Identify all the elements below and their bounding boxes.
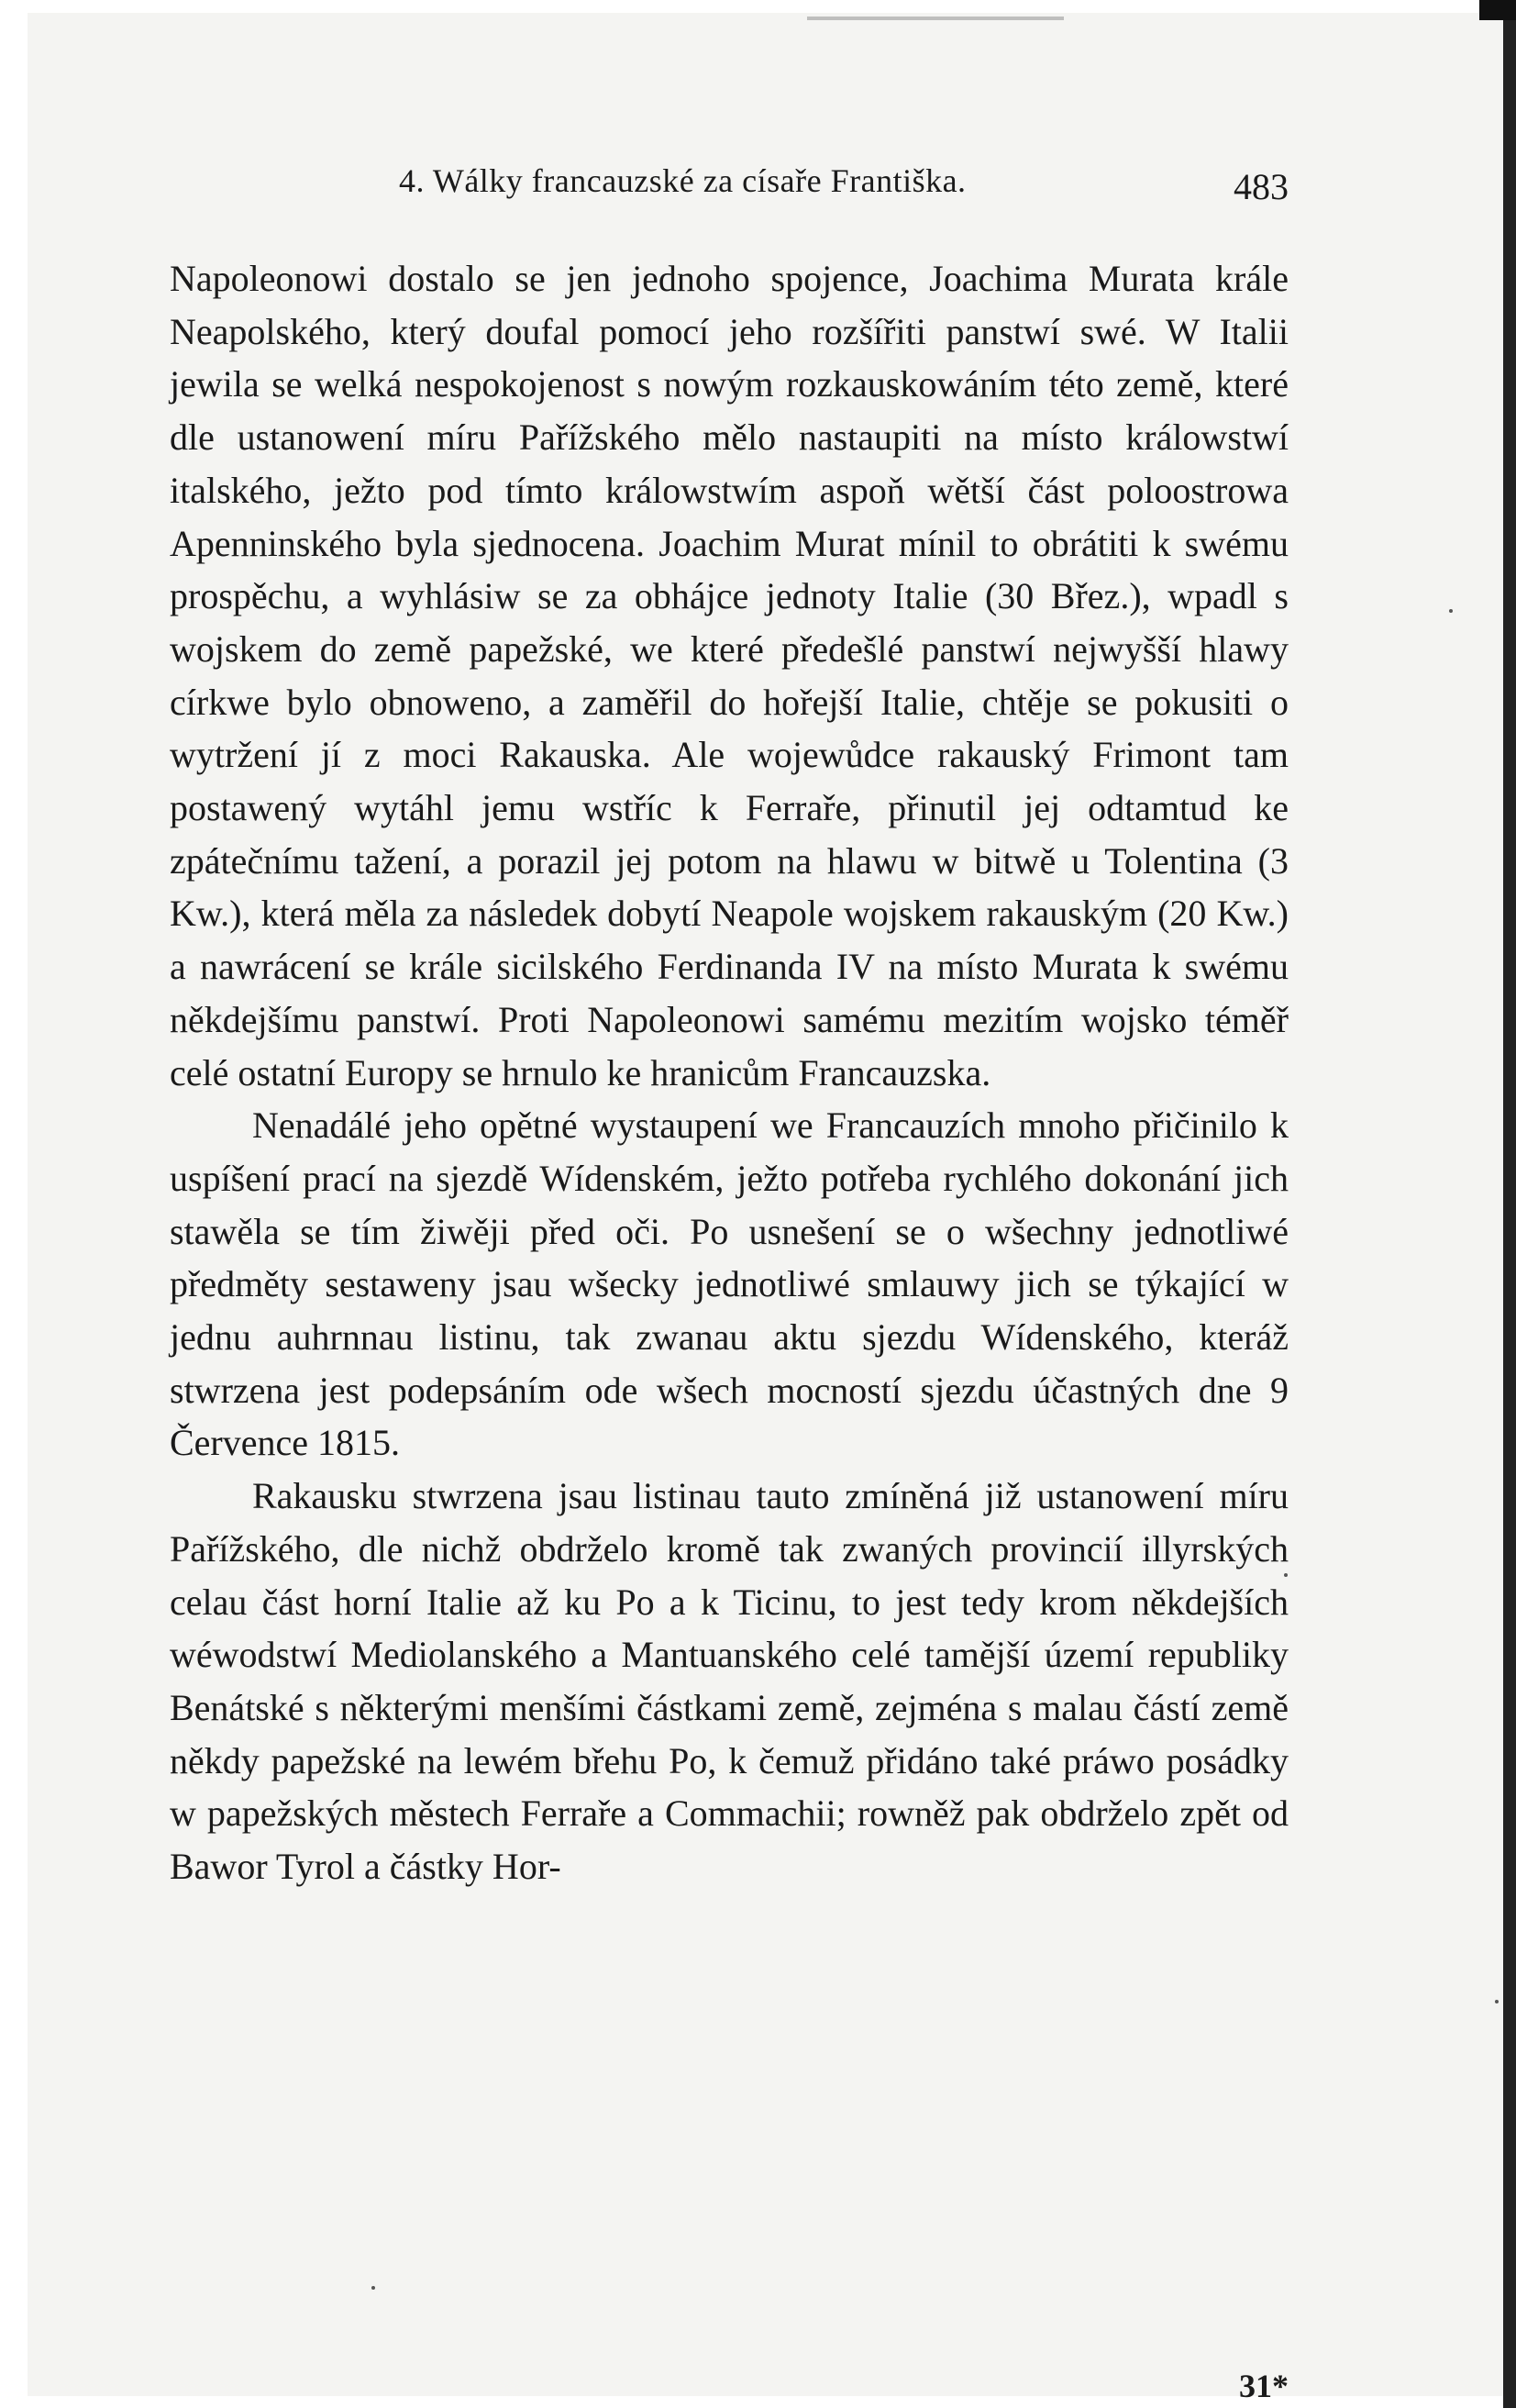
scan-speck (371, 2286, 375, 2290)
chapter-title: 4. Wálky francauzské za císaře Františka. (399, 162, 967, 199)
scan-edge-corner (1479, 0, 1516, 20)
scan-speck (1284, 1573, 1288, 1577)
body-text (170, 252, 1289, 1893)
scan-speck (1495, 2000, 1499, 2003)
paragraph-2: Nenadálé jeho opětné wystaupení we Francauzích mnoho přičinilo k uspíšení prací na sjezdě Wídenském, ježto potřeba rychlého dokonání jich stawěla se tím žiwěji před oči. Po usnešení se o wšechny jednotliwé předměty sestaweny jsau wšecky jednotliwé smlauwy jich se týkající w jednu auhrnnau listinu, tak zwanau aktu sjezdu Wídenského, kteráž stwrzena jest podepsáním ode wšech mocností sjezdu účastných dne 9 Července 1815. (170, 1104, 1289, 1464)
signature-mark: 31* (1239, 2368, 1289, 2404)
scan-speck (1449, 609, 1453, 613)
scan-artifact-top (807, 17, 1064, 20)
page-number: 483 (1234, 166, 1289, 207)
scan-edge-right (1503, 0, 1516, 2408)
paragraph-3: Rakausku stwrzena jsau listinau tauto zmíněná již ustanowení míru Pařížského, dle nichž obdrželo kromě tak zwaných provincií illyrských celau část horní Italie až ku Po a k Ticinu, to jest tedy krom někdejších wéwodstwí Mediolanského a Mantuanského celé tamější území republiky Benátské s některými menšími částkami země, zejména s malau částí země někdy papežské na lewém břehu Po, k čemuž přidáno také práwo posádky w papežských městech Ferraře a Commachii; rowněž pak obdrželo zpět od Bawor Tyrol a částky Hor- (170, 1475, 1289, 1888)
running-head (170, 161, 1289, 216)
paragraph-1: Napoleonowi dostalo se jen jednoho spojence, Joachima Murata krále Neapolského, který doufal pomocí jeho rozšířiti panstwí swé. W Italii jewila se welká nespokojenost s nowým rozkauskowáním této země, které dle ustanowení míru Pařížského mělo nastaupiti na místo králowstwí italského, ježto pod tímto králowstwím aspoň wětší část poloostrowa Apenninského byla sjednocena. Joachim Murat mínil to obrátiti k swému prospěchu, a wyhlásiw se za obhájce jednoty Italie (30 Břez.), wpadl s wojskem do země papežské, we které předešlé panstwí nejwyšší hlawy církwe bylo obnoweno, a zaměřil do hořejší Italie, chtěje se pokusiti o wytržení jí z moci Rakauska. Ale wojewůdce rakauský Frimont tam postawený wytáhl jemu wstříc k Ferraře, přinutil jej odtamtud ke zpátečnímu tažení, a porazil jej potom na hlawu w bitwě u Tolentina (3 Kw.), která měla za následek dobytí Neapole wojskem rakauským (20 Kw.) a nawrácení se krále sicilského Ferdinanda IV na místo Murata k swému někdejšímu panstwí. Proti Napoleonowi samému mezitím wojsko téměř celé ostatní Europy se hrnulo ke hranicům Francauzska. (170, 258, 1289, 1093)
